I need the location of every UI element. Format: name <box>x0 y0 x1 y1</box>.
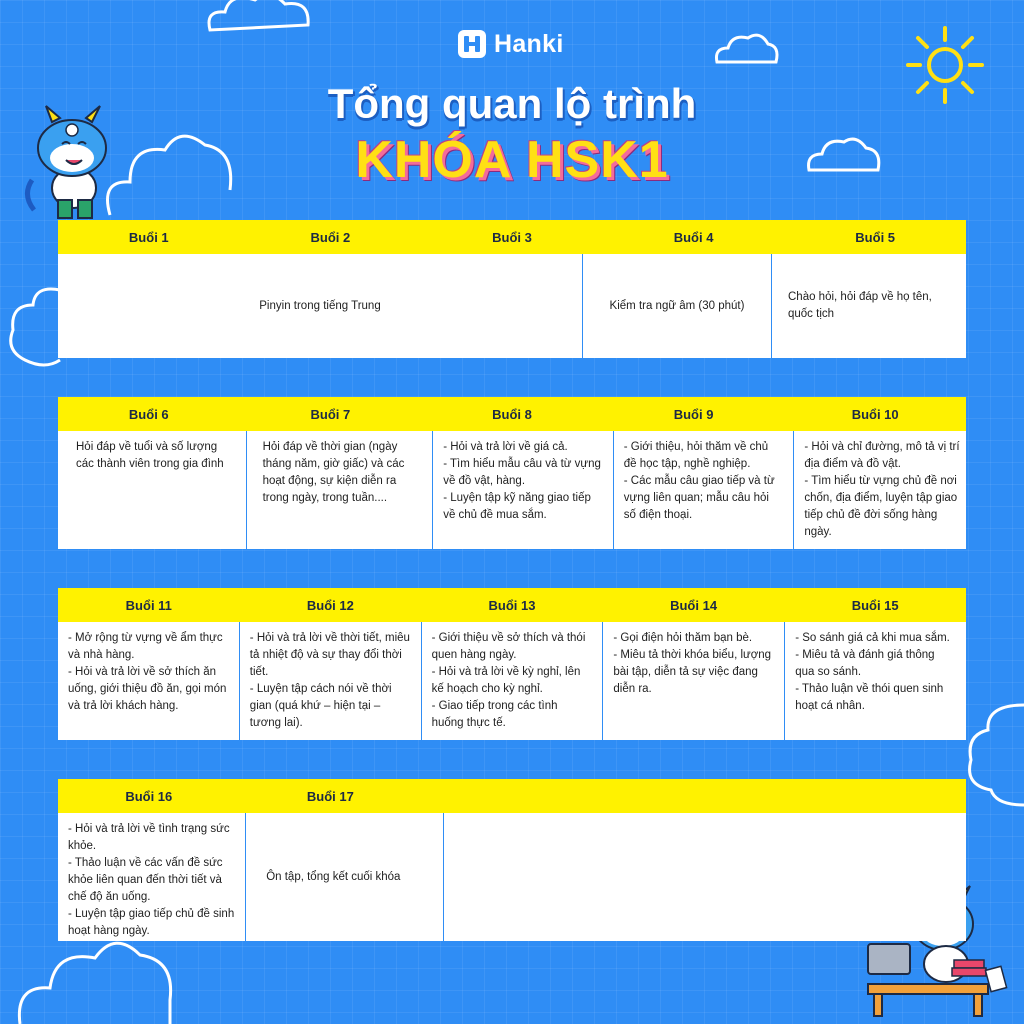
session-header: Buổi 13 <box>488 597 536 613</box>
session-header: Buổi 3 <box>492 229 532 245</box>
page-subtitle: KHÓA HSK1 <box>355 131 669 189</box>
session-content: - Giới thiệu về sở thích và thói quen hàng ngày. - Hỏi và trả lời về kỳ nghỉ, lên kế hoạch cho kỳ nghỉ. - Giao tiếp trong các tình huống thực tế. <box>421 622 603 740</box>
schedule-block-3 <box>58 588 966 740</box>
brand-name: Hanki <box>494 29 564 58</box>
session-content: Kiểm tra ngữ âm (30 phút) <box>582 254 771 358</box>
hanki-logo-icon <box>458 30 486 58</box>
schedule-block-1 <box>58 220 966 358</box>
session-content: - Mở rộng từ vựng về ẩm thực và nhà hàng. - Hỏi và trả lời về sở thích ăn uống, giới thiệu đồ ăn, gọi món và trả lời khách hàng. <box>68 632 227 712</box>
session-header: Buổi 5 <box>855 229 896 245</box>
session-header: Buổi 2 <box>310 229 351 245</box>
session-header: Buổi 15 <box>851 597 899 613</box>
session-header: Buổi 11 <box>125 597 172 613</box>
session-header: Buổi 6 <box>128 406 169 422</box>
session-content: Pinyin trong tiếng Trung <box>259 299 381 312</box>
schedule-header-row <box>58 220 966 254</box>
schedule-content-row <box>58 622 966 740</box>
schedule-content-row <box>58 254 966 358</box>
schedule-header-row <box>58 397 966 431</box>
schedule-content-row <box>58 813 966 941</box>
session-header: Buổi 7 <box>310 406 351 422</box>
page-title: Tổng quan lộ trình <box>327 80 697 127</box>
cloud-decoration-right-mid <box>966 700 1024 810</box>
cloud-decoration-bottom-left <box>15 930 175 1024</box>
session-content: Hỏi đáp về thời gian (ngày tháng năm, giờ giấc) và các hoạt động, sự kiện diễn ra trong ngày, trong tuần.... <box>246 431 433 549</box>
session-header: Buổi 16 <box>125 788 173 804</box>
session-content: - Gọi điện hỏi thăm bạn bè. - Miêu tả thời khóa biểu, lượng bài tập, diễn tả sự việc đang diễn ra. <box>602 622 784 740</box>
cloud-decoration-top-right <box>712 30 782 70</box>
schedule-header-row <box>58 779 966 813</box>
cloud-decoration-top <box>200 0 320 40</box>
session-content: - So sánh giá cả khi mua sắm. - Miêu tả và đánh giá thông qua so sánh. - Thảo luận về thói quen sinh hoạt cá nhân. <box>784 622 966 740</box>
session-header: Buổi 14 <box>670 597 718 613</box>
session-content: Hỏi đáp về tuổi và số lượng các thành viên trong gia đình <box>76 441 224 470</box>
cloud-decoration-left-mid <box>5 280 65 370</box>
session-header: Buổi 10 <box>851 406 899 422</box>
session-content: - Hỏi và chỉ đường, mô tả vị trí địa điểm và đồ vật. - Tìm hiểu từ vựng chủ đề nơi chốn, địa điểm, luyện tập giao tiếp chủ đề đời sống hàng ngày. <box>793 431 966 549</box>
empty-cell <box>443 813 966 941</box>
session-header: Buổi 1 <box>128 229 169 245</box>
schedule-header-row <box>58 588 966 622</box>
session-header: Buổi 9 <box>673 406 714 422</box>
session-content: - Hỏi và trả lời về thời tiết, miêu tả nhiệt độ và sự thay đổi thời tiết. - Luyện tập cách nói về thời gian (quá khứ – hiện tại – tương lai). <box>239 622 421 740</box>
schedule-content-row <box>58 431 966 549</box>
session-header: Buổi 4 <box>673 229 714 245</box>
schedule-block-4 <box>58 779 966 941</box>
session-content: Ôn tập, tổng kết cuối khóa <box>245 813 443 941</box>
session-content: Chào hỏi, hỏi đáp về họ tên, quốc tịch <box>771 254 966 358</box>
session-content: - Giới thiệu, hỏi thăm về chủ đề học tập, nghề nghiệp. - Các mẫu câu giao tiếp và từ vựng liên quan; mẫu câu hỏi số điện thoại. <box>613 431 794 549</box>
session-content: - Hỏi và trả lời về giá cả. - Tìm hiểu mẫu câu và từ vựng về đồ vật, hàng. - Luyện tập kỹ năng giao tiếp về chủ đề mua sắm. <box>432 431 613 549</box>
session-header: Buổi 17 <box>306 788 354 804</box>
session-header: Buổi 12 <box>306 597 354 613</box>
session-header: Buổi 8 <box>492 406 532 422</box>
session-content: - Hỏi và trả lời về tình trạng sức khỏe. - Thảo luận về các vấn đề sức khỏe liên quan đến thời tiết và chế độ ăn uống. - Luyện tập giao tiếp chủ đề sinh hoạt hàng ngày. <box>68 823 235 937</box>
brand-logo <box>458 28 564 60</box>
schedule-block-2 <box>58 397 966 549</box>
